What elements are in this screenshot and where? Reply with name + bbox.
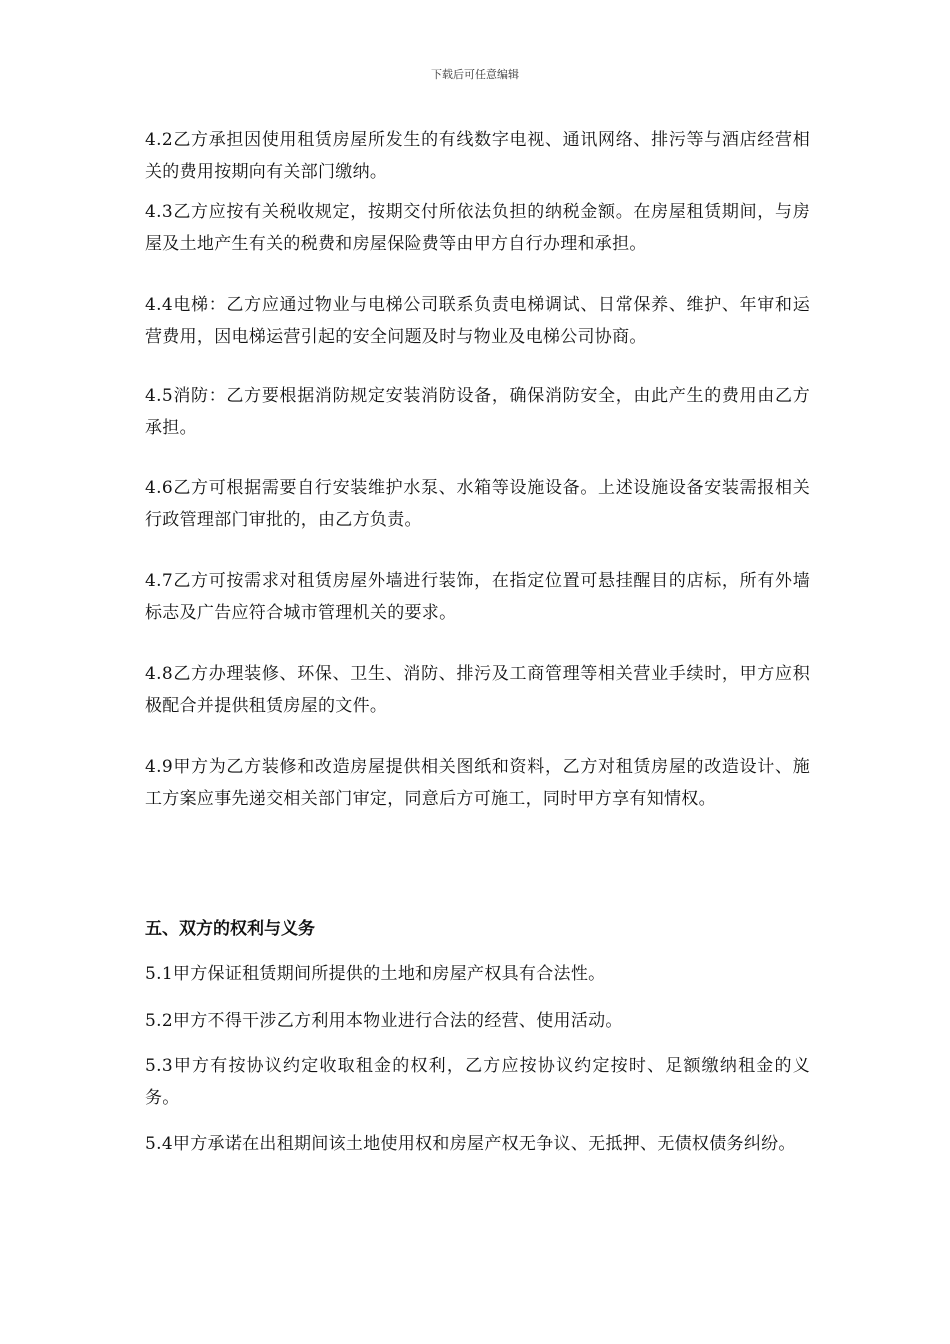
page-header: 下载后可任意编辑 [431, 68, 519, 81]
clause-4-4: 4.4电梯：乙方应通过物业与电梯公司联系负责电梯调试、日常保养、维护、年审和运营费用，因电梯运营引起的安全问题及时与物业及电梯公司协商。 [145, 295, 810, 347]
clause-5-1: 5.1甲方保证租赁期间所提供的土地和房屋产权具有合法性。 [145, 964, 606, 984]
clause-5-2: 5.2甲方不得干涉乙方利用本物业进行合法的经营、使用活动。 [145, 1011, 623, 1031]
clause-5-4: 5.4甲方承诺在出租期间该土地使用权和房屋产权无争议、无抵押、无债权债务纠纷。 [145, 1134, 796, 1154]
clause-4-8: 4.8乙方办理装修、环保、卫生、消防、排污及工商管理等相关营业手续时，甲方应积极配合并提供租赁房屋的文件。 [145, 664, 810, 716]
clause-4-7: 4.7乙方可按需求对租赁房屋外墙进行装饰，在指定位置可悬挂醒目的店标，所有外墙标志及广告应符合城市管理机关的要求。 [145, 571, 810, 623]
clause-4-5: 4.5消防：乙方要根据消防规定安装消防设备，确保消防安全，由此产生的费用由乙方承担。 [145, 386, 810, 438]
clause-4-9: 4.9甲方为乙方装修和改造房屋提供相关图纸和资料，乙方对租赁房屋的改造设计、施工方案应事先递交相关部门审定，同意后方可施工，同时甲方享有知情权。 [145, 757, 810, 809]
clause-5-3: 5.3甲方有按协议约定收取租金的权利，乙方应按协议约定按时、足额缴纳租金的义务。 [145, 1056, 810, 1108]
clause-4-3: 4.3乙方应按有关税收规定，按期交付所依法负担的纳税金额。在房屋租赁期间，与房屋及土地产生有关的税费和房屋保险费等由甲方自行办理和承担。 [145, 202, 810, 254]
section-5-title: 五、双方的权利与义务 [145, 919, 315, 939]
clause-4-6: 4.6乙方可根据需要自行安装维护水泵、水箱等设施设备。上述设施设备安装需报相关行政管理部门审批的，由乙方负责。 [145, 478, 810, 530]
clause-4-2: 4.2乙方承担因使用租赁房屋所发生的有线数字电视、通讯网络、排污等与酒店经营相关的费用按期向有关部门缴纳。 [145, 130, 810, 182]
